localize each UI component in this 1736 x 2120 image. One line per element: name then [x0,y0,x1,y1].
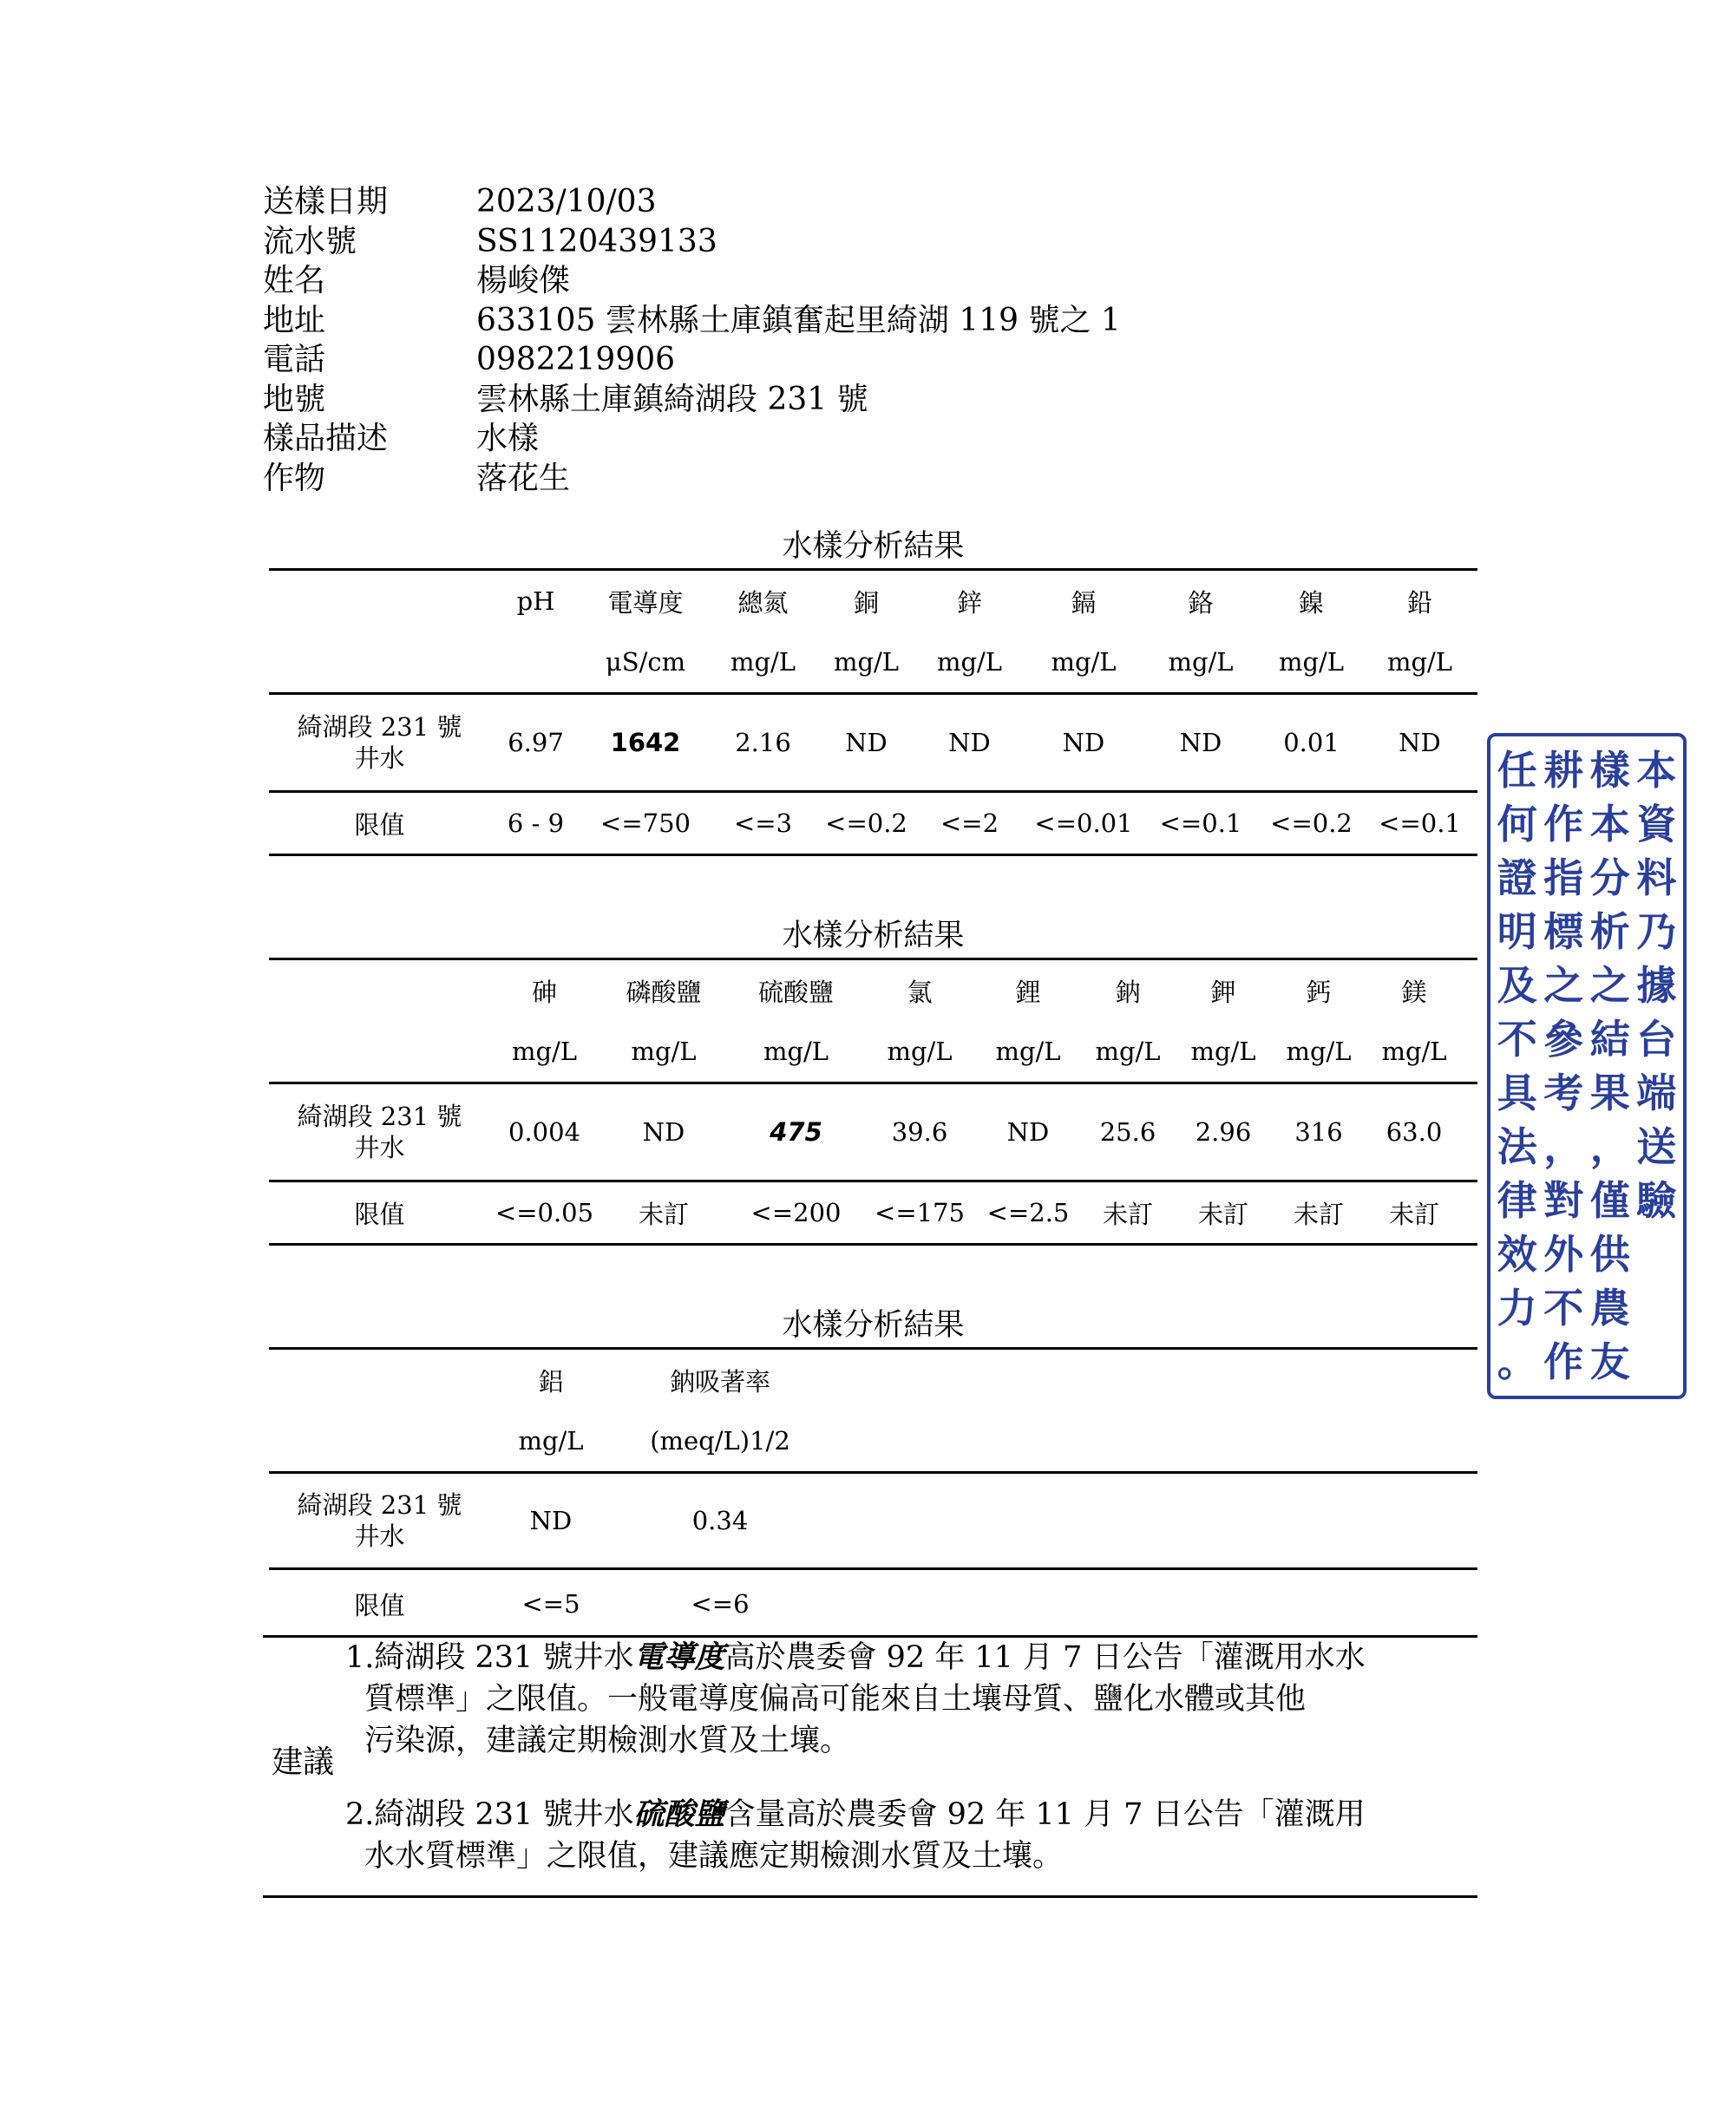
header-row [269,571,1477,631]
limit-cell: <=0.1 [1159,808,1242,838]
info-label: 送樣日期 [263,184,389,219]
table-title: 水樣分析結果 [782,919,965,953]
unit-cell: mg/L [1278,647,1345,677]
suggestion-text: 質標準」之限值。一般電導度偏高可能來自土壤母質、鹽化水體或其他 [364,1682,1307,1717]
limit-cell: <=0.01 [1034,808,1133,838]
limit-cell: <=175 [875,1198,965,1227]
stamp-char: 外 [1543,1231,1584,1278]
stamp-char: 本 [1589,801,1630,847]
unit-cell: mg/L [1286,1037,1352,1066]
header-cell: 鈉 [1115,977,1141,1007]
unit-cell: mg/L [1051,647,1117,677]
unit-cell: mg/L [763,1037,829,1066]
stamp-char: 指 [1543,854,1584,901]
stamp-char: 律 [1497,1177,1537,1224]
stamp-char: 資 [1636,801,1677,847]
stamp-char: 任 [1497,747,1537,794]
stamp-column [1543,743,1583,1389]
site-label: 綺湖段 231 號井水 [297,712,462,773]
stamp-char: 僅 [1589,1177,1630,1224]
suggestion-text: 含量高於農委會 92 年 11 月 7 日公告「灌溉用 [724,1797,1366,1832]
unit-cell: μS/cm [605,647,686,677]
unit-cell: mg/L [1190,1037,1256,1066]
limit-cell: <=5 [521,1589,580,1619]
value-cell-exceeded: 1642 [610,728,681,757]
stamp-char: 參 [1543,1016,1584,1063]
stamp-char: 效 [1497,1231,1537,1278]
value-cell: 316 [1294,1117,1343,1147]
header-cell: 鎂 [1401,977,1427,1007]
info-label: 姓名 [263,263,326,298]
stamp-char: 結 [1589,1016,1630,1063]
stamp-char: 析 [1589,908,1630,955]
stamp-char: 標 [1543,908,1584,955]
table-row [269,695,1477,790]
stamp-column [1590,743,1630,1389]
suggestion-text: 污染源，建議定期檢測水質及土壤。 [364,1724,851,1758]
analysis-table-2 [269,914,1477,1246]
suggestion-item-1 [345,1637,1464,1762]
unit-row [269,1410,1477,1471]
header-cell: 鎳 [1298,587,1324,618]
info-value: 雲林縣土庫鎮綺湖段 231 號 [476,381,868,417]
value-cell: ND [529,1506,573,1535]
info-label: 流水號 [263,223,357,259]
info-row [263,459,1121,499]
stamp-char: 據 [1636,962,1677,1009]
info-value: 633105 雲林縣土庫鎮奮起里綺湖 119 號之 1 [476,302,1121,338]
stamp-char: 作 [1543,801,1584,847]
header-cell: 鉀 [1210,977,1236,1007]
limit-cell: 未訂 [638,1199,689,1229]
limit-row [269,1182,1477,1243]
stamp-char: 耕 [1543,747,1584,794]
table-row [269,1474,1477,1567]
unit-cell: mg/L [631,1037,697,1066]
table-rule [269,1243,1477,1246]
stamp-char: ， [1589,1123,1630,1170]
limit-cell: <=3 [733,808,793,838]
header-cell: 總氮 [737,587,789,618]
stamp-char: ， [1543,1123,1584,1170]
stamp-char: 送 [1636,1123,1677,1170]
header-cell: pH [516,586,555,616]
stamp-column [1497,743,1537,1389]
table-rule [269,854,1477,856]
stamp-char: 法 [1497,1123,1537,1170]
value-cell: 2.96 [1195,1117,1252,1147]
unit-cell: mg/L [1381,1037,1447,1066]
limit-cell: <=6 [691,1589,750,1619]
suggestion-emphasis: 電導度 [633,1640,725,1675]
stamp-char: 友 [1589,1338,1630,1385]
table-title: 水樣分析結果 [782,1308,965,1343]
suggestion-text: 2.綺湖段 231 號井水 [345,1797,634,1832]
limit-cell: <=2 [940,808,999,838]
limit-row [269,1570,1477,1638]
header-cell: 磷酸鹽 [626,977,702,1007]
info-value: 落花生 [476,460,571,496]
limit-cell: 未訂 [1197,1199,1248,1229]
info-row [263,340,1121,380]
stamp-char: 對 [1543,1177,1584,1224]
header-cell: 砷 [531,977,557,1007]
unit-cell: mg/L [1168,647,1234,677]
value-cell: 25.6 [1099,1117,1156,1147]
limit-cell: 6 - 9 [507,808,565,838]
header-cell: 鋅 [956,587,982,618]
stamp-column [1636,743,1676,1389]
header-row [269,1350,1477,1410]
bottom-rule [263,1895,1477,1898]
site-label: 綺湖段 231 號井水 [297,1490,462,1551]
info-label: 樣品描述 [263,421,389,456]
stamp-char: 農 [1589,1285,1630,1332]
info-row [263,419,1121,459]
header-cell: 硫酸鹽 [757,977,834,1007]
unit-cell: mg/L [995,1037,1061,1066]
info-value: 楊峻傑 [476,263,571,298]
limit-cell: 未訂 [1102,1199,1153,1229]
table-row [269,1084,1477,1180]
stamp-char: 乃 [1636,908,1677,955]
stamp-char: 之 [1589,962,1630,1009]
value-cell: ND [1399,728,1441,757]
limit-cell: <=200 [750,1198,842,1227]
unit-cell: mg/L [887,1037,953,1066]
value-cell-exceeded: 475 [770,1117,822,1147]
stamp-char: 供 [1589,1231,1630,1278]
unit-cell: mg/L [1095,1037,1161,1066]
value-cell: ND [845,728,888,757]
stamp-char: 之 [1543,962,1584,1009]
limit-row [269,793,1477,854]
stamp-char: 明 [1497,908,1537,955]
suggestion-text: 水水質標準」之限值，建議應定期檢測水質及土壤。 [364,1839,1064,1874]
suggestion-text: 高於農委會 92 年 11 月 7 日公告「灌溉用水水 [724,1640,1366,1675]
value-cell: ND [1179,728,1222,757]
info-label: 電話 [263,342,326,377]
info-label: 地址 [263,302,326,338]
stamp-char: 證 [1497,854,1537,901]
stamp-char: 台 [1636,1016,1677,1063]
info-value: 2023/10/03 [476,184,657,219]
header-cell: 鈉吸著率 [669,1366,770,1397]
unit-cell: mg/L [833,647,900,677]
stamp-char: 本 [1636,747,1677,794]
header-cell: 鎘 [1071,587,1097,618]
unit-cell: mg/L [518,1426,584,1456]
info-value: 水樣 [476,421,540,456]
value-cell: 39.6 [891,1117,948,1147]
unit-cell: mg/L [730,647,796,677]
limit-label: 限值 [354,1199,405,1229]
suggestion-label: 建議 [272,1744,335,1780]
table-title: 水樣分析結果 [782,529,965,564]
limit-cell: <=0.1 [1379,808,1461,838]
stamp-char: 驗 [1636,1177,1677,1224]
analysis-table-1 [269,525,1477,856]
stamp-char: 端 [1636,1070,1677,1116]
stamp-char: 力 [1497,1285,1537,1332]
header-cell: 鉛 [1406,587,1432,618]
value-cell: 63.0 [1386,1117,1443,1147]
suggestion-emphasis: 硫酸鹽 [633,1797,725,1832]
value-cell: ND [642,1117,685,1147]
stamp-char: 分 [1589,854,1630,901]
analysis-table-3 [269,1304,1477,1638]
unit-cell: mg/L [511,1037,578,1066]
limit-cell: <=750 [600,808,691,838]
header-cell: 電導度 [607,587,684,618]
limit-cell: <=0.05 [495,1198,594,1227]
info-row [263,222,1121,262]
header-cell: 銅 [853,587,879,618]
unit-cell: (meq/L)1/2 [650,1426,790,1456]
stamp-char: 料 [1636,854,1677,901]
info-row [263,182,1121,222]
unit-cell: mg/L [936,647,1003,677]
value-cell: 6.97 [508,728,564,757]
stamp-char: 不 [1497,1016,1537,1063]
info-label: 地號 [263,381,326,417]
stamp-char: 何 [1497,801,1537,847]
header-cell: 鈣 [1306,977,1332,1007]
value-cell: 0.004 [508,1117,581,1147]
limit-cell: <=2.5 [986,1198,1070,1227]
stamp-char: 具 [1497,1070,1537,1116]
info-row [263,301,1121,341]
stamp-char: 不 [1543,1285,1584,1332]
info-row [263,261,1121,301]
value-cell: 2.16 [735,728,791,757]
info-value: 0982219906 [476,342,676,377]
header-cell: 鋁 [538,1366,564,1397]
header-row [269,960,1477,1021]
info-label: 作物 [263,460,326,496]
sample-info [263,182,1121,498]
value-cell: 0.34 [691,1506,749,1535]
header-cell: 氯 [907,977,933,1007]
stamp-char: 及 [1497,962,1537,1009]
site-label: 綺湖段 231 號井水 [297,1102,462,1162]
info-value: SS1120439133 [476,223,717,259]
limit-label: 限值 [354,809,405,840]
header-cell: 鉻 [1188,587,1214,618]
limit-label: 限值 [354,1590,405,1620]
value-cell: ND [948,728,991,757]
disclaimer-stamp [1487,733,1687,1399]
stamp-char: 作 [1543,1338,1584,1385]
suggestion-item-2 [345,1794,1464,1877]
stamp-char: 。 [1497,1338,1537,1385]
stamp-char: 果 [1589,1070,1630,1116]
unit-row [269,1021,1477,1082]
limit-cell: 未訂 [1293,1199,1344,1229]
stamp-char: 考 [1543,1070,1584,1116]
unit-cell: mg/L [1386,647,1453,677]
suggestion-text: 1.綺湖段 231 號井水 [345,1640,634,1675]
header-cell: 鋰 [1015,977,1041,1007]
value-cell: 0.01 [1283,728,1340,757]
unit-row [269,631,1477,692]
limit-cell: <=0.2 [825,808,907,838]
limit-cell: <=0.2 [1270,808,1353,838]
value-cell: ND [1062,728,1105,757]
info-row [263,380,1121,420]
limit-cell: 未訂 [1388,1199,1439,1229]
value-cell: ND [1006,1117,1050,1147]
stamp-char: 樣 [1589,747,1630,794]
